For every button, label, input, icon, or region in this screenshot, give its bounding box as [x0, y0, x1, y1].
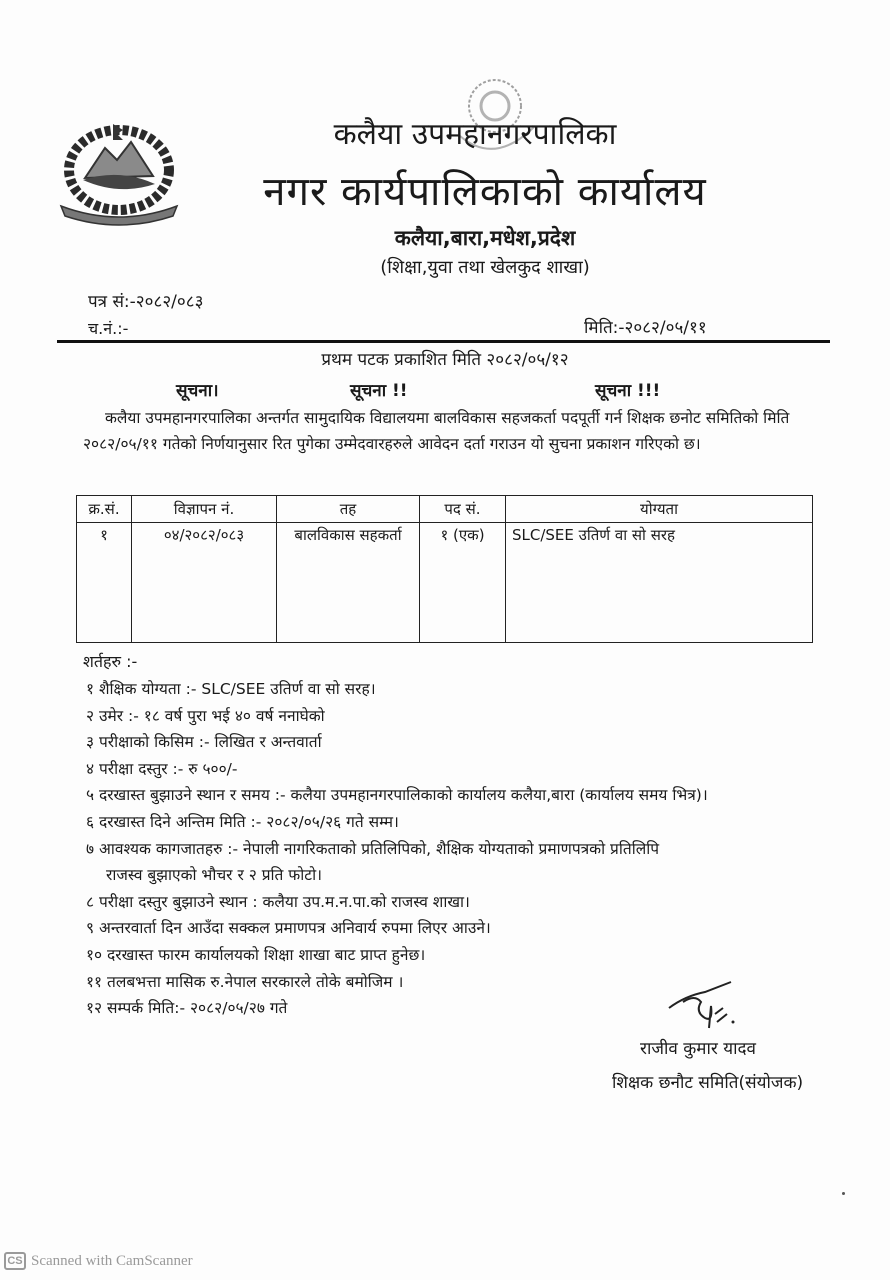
col-header-level: तह — [277, 496, 420, 523]
term-item: ३ परीक्षाको किसिम :- लिखित र अन्तवार्ता — [86, 733, 322, 752]
signatory-role: शिक्षक छनौट समिति(संयोजक) — [612, 1073, 804, 1093]
term-item: ७ आवश्यक कागजातहरु :- नेपाली नागरिकताको प्रतिलिपिको, शैक्षिक योग्यताको प्रमाणपत्रको प्रतिलिपि — [86, 839, 660, 858]
letter-date: मिति:-२०८२/०५/११ — [584, 318, 707, 338]
cell-ad-number: ०४/२०८२/०८३ — [132, 523, 277, 643]
office-address: कलैया,बारा,मधेश,प्रदेश — [394, 226, 576, 250]
term-item-continuation — [86, 862, 846, 889]
term-item: ६ दरखास्त दिने अन्तिम मिति :- २०८२/०५/२६ गते सम्म। — [86, 812, 399, 831]
watermark-text: Scanned with CamScanner — [31, 1252, 193, 1269]
term-item: ४ परीक्षा दस्तुर :- रु ५००/- — [86, 759, 238, 778]
notice-heading-3: सूचना !!! — [595, 381, 661, 401]
publication-date: प्रथम पटक प्रकाशित मिति २०८२/०५/१२ — [321, 350, 569, 370]
signatory-name: राजीव कुमार यादव — [640, 1039, 756, 1059]
signature-icon — [665, 978, 745, 1038]
table-row — [77, 523, 813, 643]
term-item: ५ दरखास्त बुझाउने स्थान र समय :- कलैया उपमहानगरपालिकाको कार्यालय कलैया,बारा (कार्यालय समय भित्र)। — [86, 786, 708, 805]
terms-title: शर्तहरु :- — [83, 652, 138, 671]
camscanner-logo-icon: CS — [4, 1252, 26, 1270]
table-header-row — [77, 496, 813, 523]
term-item: ८ परीक्षा दस्तुर बुझाउने स्थान : कलैया उप.म.न.पा.को राजस्व शाखा। — [86, 892, 470, 911]
col-header-qualification: योग्यता — [506, 496, 813, 523]
col-header-serial: क्र.सं. — [77, 496, 132, 523]
col-header-ad-number: विज्ञापन नं. — [132, 496, 277, 523]
cell-level: बालविकास सहकर्ता — [277, 523, 420, 643]
dispatch-number: च.नं.:- — [88, 319, 129, 338]
term-7-continuation: राजस्व बुझाएको भौचर र २ प्रति फोटो। — [106, 866, 322, 885]
term-item: ९ अन्तरवार्ता दिन आउँदा सक्कल प्रमाणपत्र अनिवार्य रुपमा लिएर आउने। — [86, 919, 491, 938]
cell-serial: १ — [77, 523, 132, 643]
term-item: १ शैक्षिक योग्यता :- SLC/SEE उतिर्ण वा सो सरह। — [86, 680, 376, 698]
vacancy-table — [76, 495, 813, 643]
intro-paragraph: कलैया उपमहानगरपालिका अन्तर्गत सामुदायिक विद्यालयमा बालविकास सहजकर्ता पदपूर्ती गर्न शिक्षक छनोट समितिको मिति २०८२/०५/११ गतेको निर्णयानुसार रित पुगेका उम्मेदवारहरुले आवेदन दर्ता गराउन यो सुचना प्रकाशन गरिएको छ। — [83, 409, 790, 453]
cell-posts: १ (एक) — [420, 523, 506, 643]
term-item: २ उमेर :- १८ वर्ष पुरा भई ४० वर्ष ननाघेको — [86, 706, 325, 725]
term-item: १२ सम्पर्क मिति:- २०८२/०५/२७ गते — [86, 999, 288, 1018]
scan-speck — [842, 1192, 845, 1195]
notice-heading-2: सूचना !! — [350, 381, 408, 401]
letter-number: पत्र सं:-२०८२/०८३ — [88, 292, 204, 312]
term-item: ११ तलबभत्ता मासिक रु.नेपाल सरकारले तोके बमोजिम । — [86, 972, 404, 991]
term-item: १० दरखास्त फारम कार्यालयको शिक्षा शाखा बाट प्राप्त हुनेछ। — [86, 945, 426, 964]
terms-list — [86, 676, 846, 1022]
notice-heading-1: सूचना। — [176, 381, 219, 401]
branch-name: (शिक्षा,युवा तथा खेलकुद शाखा) — [380, 257, 590, 278]
camscanner-watermark — [4, 1252, 193, 1270]
office-title: नगर कार्यपालिकाको कार्यालय — [263, 169, 707, 215]
col-header-posts: पद सं. — [420, 496, 506, 523]
cell-qualification: SLC/SEE उतिर्ण वा सो सरह — [506, 523, 813, 643]
municipality-name: कलैया उपमहानगरपालिका — [333, 117, 617, 152]
header-divider — [57, 340, 830, 343]
